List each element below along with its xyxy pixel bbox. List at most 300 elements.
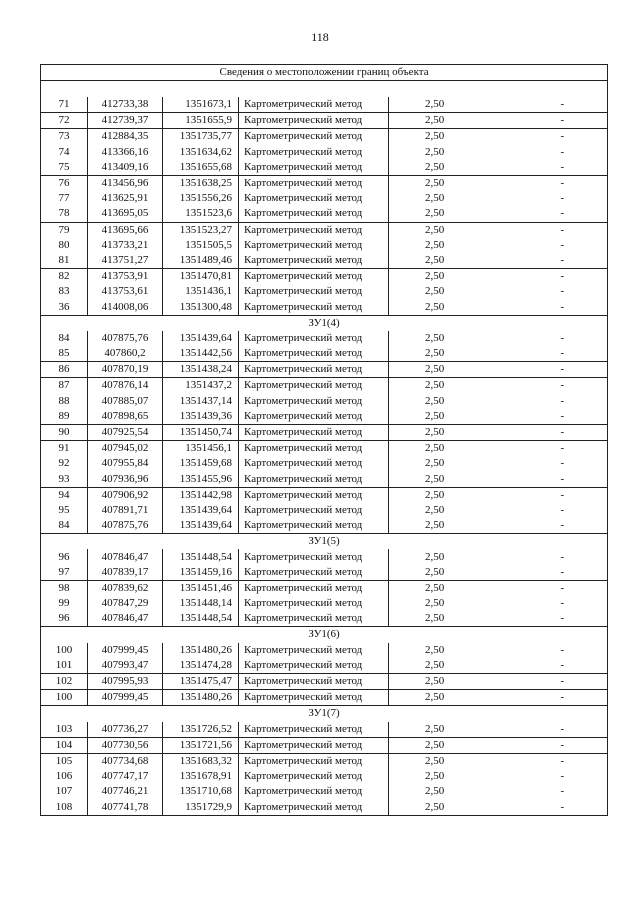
description-cell: -: [477, 456, 608, 471]
y-coordinate-cell: 1351436,1: [163, 284, 239, 299]
method-cell: Картометрический метод: [239, 799, 389, 815]
x-coordinate-cell: 412739,37: [88, 113, 163, 129]
method-cell: Картометрический метод: [239, 253, 389, 269]
x-coordinate-cell: 414008,06: [88, 299, 163, 315]
point-number-cell: 73: [41, 129, 88, 145]
y-coordinate-cell: 1351448,54: [163, 549, 239, 564]
description-cell: -: [477, 129, 608, 145]
accuracy-cell: 2,50: [389, 175, 477, 191]
accuracy-cell: 2,50: [389, 799, 477, 815]
x-coordinate-cell: 413695,05: [88, 206, 163, 222]
accuracy-cell: 2,50: [389, 769, 477, 784]
y-coordinate-cell: 1351523,27: [163, 222, 239, 238]
point-number-cell: 82: [41, 269, 88, 285]
table-row: [41, 456, 608, 471]
y-coordinate-cell: 1351442,56: [163, 346, 239, 362]
point-number-cell: 100: [41, 690, 88, 706]
point-number-cell: 105: [41, 753, 88, 769]
accuracy-cell: 2,50: [389, 580, 477, 596]
x-coordinate-cell: 407955,84: [88, 456, 163, 471]
accuracy-cell: 2,50: [389, 145, 477, 160]
point-number-cell: 106: [41, 769, 88, 784]
accuracy-cell: 2,50: [389, 722, 477, 738]
table-row: [41, 799, 608, 815]
section-label: ЗУ1(4): [41, 315, 608, 331]
accuracy-cell: 2,50: [389, 424, 477, 440]
y-coordinate-cell: 1351439,36: [163, 409, 239, 425]
x-coordinate-cell: 407999,45: [88, 643, 163, 658]
method-cell: Картометрический метод: [239, 737, 389, 753]
table-row: [41, 690, 608, 706]
table-row: [41, 253, 608, 269]
accuracy-cell: 2,50: [389, 253, 477, 269]
table-title: Сведения о местоположении границ объекта: [41, 65, 608, 81]
point-number-cell: 107: [41, 784, 88, 799]
x-coordinate-cell: 413753,61: [88, 284, 163, 299]
accuracy-cell: 2,50: [389, 658, 477, 674]
y-coordinate-cell: 1351556,26: [163, 191, 239, 206]
x-coordinate-cell: 407839,17: [88, 565, 163, 581]
description-cell: -: [477, 253, 608, 269]
section-label: ЗУ1(7): [41, 706, 608, 722]
table-row: [41, 673, 608, 689]
method-cell: Картометрический метод: [239, 503, 389, 518]
y-coordinate-cell: 1351683,32: [163, 753, 239, 769]
table-row: [41, 643, 608, 658]
method-cell: Картометрический метод: [239, 394, 389, 409]
description-cell: -: [477, 503, 608, 518]
method-cell: Картометрический метод: [239, 580, 389, 596]
description-cell: -: [477, 596, 608, 611]
x-coordinate-cell: 413695,66: [88, 222, 163, 238]
x-coordinate-cell: 407734,68: [88, 753, 163, 769]
table-row: [41, 658, 608, 674]
y-coordinate-cell: 1351456,1: [163, 441, 239, 457]
description-cell: -: [477, 191, 608, 206]
point-number-cell: 80: [41, 238, 88, 253]
description-cell: -: [477, 784, 608, 799]
y-coordinate-cell: 1351634,62: [163, 145, 239, 160]
method-cell: Картометрический метод: [239, 331, 389, 346]
table-row: [41, 409, 608, 425]
table-row: [41, 299, 608, 315]
y-coordinate-cell: 1351710,68: [163, 784, 239, 799]
method-cell: Картометрический метод: [239, 191, 389, 206]
point-number-cell: 77: [41, 191, 88, 206]
point-number-cell: 79: [41, 222, 88, 238]
table-row: [41, 284, 608, 299]
y-coordinate-cell: 1351459,68: [163, 456, 239, 471]
description-cell: -: [477, 362, 608, 378]
page-number: 118: [311, 30, 329, 44]
method-cell: Картометрический метод: [239, 299, 389, 315]
table-row: [41, 737, 608, 753]
table-row: [41, 269, 608, 285]
y-coordinate-cell: 1351655,9: [163, 113, 239, 129]
method-cell: Картометрический метод: [239, 346, 389, 362]
point-number-cell: 99: [41, 596, 88, 611]
method-cell: Картометрический метод: [239, 658, 389, 674]
description-cell: -: [477, 799, 608, 815]
x-coordinate-cell: 407860,2: [88, 346, 163, 362]
x-coordinate-cell: 407741,78: [88, 799, 163, 815]
accuracy-cell: 2,50: [389, 643, 477, 658]
x-coordinate-cell: 407846,47: [88, 549, 163, 564]
method-cell: Картометрический метод: [239, 424, 389, 440]
point-number-cell: 96: [41, 611, 88, 627]
method-cell: Картометрический метод: [239, 753, 389, 769]
accuracy-cell: 2,50: [389, 346, 477, 362]
method-cell: Картометрический метод: [239, 222, 389, 238]
method-cell: Картометрический метод: [239, 769, 389, 784]
y-coordinate-cell: 1351439,64: [163, 503, 239, 518]
x-coordinate-cell: 407906,92: [88, 487, 163, 503]
point-number-cell: 76: [41, 175, 88, 191]
point-number-cell: 101: [41, 658, 88, 674]
y-coordinate-cell: 1351721,56: [163, 737, 239, 753]
section-label: ЗУ1(6): [41, 627, 608, 643]
description-cell: -: [477, 299, 608, 315]
description-cell: -: [477, 611, 608, 627]
point-number-cell: 83: [41, 284, 88, 299]
table-row: [41, 175, 608, 191]
method-cell: Картометрический метод: [239, 472, 389, 488]
method-cell: Картометрический метод: [239, 378, 389, 394]
y-coordinate-cell: 1351439,64: [163, 518, 239, 534]
method-cell: Картометрический метод: [239, 409, 389, 425]
x-coordinate-cell: 413751,27: [88, 253, 163, 269]
description-cell: -: [477, 97, 608, 113]
table-row: [41, 191, 608, 206]
accuracy-cell: 2,50: [389, 441, 477, 457]
accuracy-cell: 2,50: [389, 518, 477, 534]
accuracy-cell: 2,50: [389, 549, 477, 564]
x-coordinate-cell: 413625,91: [88, 191, 163, 206]
table-row: [41, 97, 608, 113]
accuracy-cell: 2,50: [389, 472, 477, 488]
table-row: [41, 160, 608, 176]
description-cell: -: [477, 331, 608, 346]
y-coordinate-cell: 1351480,26: [163, 643, 239, 658]
table-row: [41, 472, 608, 488]
point-number-cell: 74: [41, 145, 88, 160]
method-cell: Картометрический метод: [239, 175, 389, 191]
description-cell: -: [477, 160, 608, 176]
y-coordinate-cell: 1351448,14: [163, 596, 239, 611]
x-coordinate-cell: 407875,76: [88, 331, 163, 346]
method-cell: Картометрический метод: [239, 596, 389, 611]
y-coordinate-cell: 1351475,47: [163, 673, 239, 689]
accuracy-cell: 2,50: [389, 269, 477, 285]
section-header-row: [41, 706, 608, 722]
method-cell: Картометрический метод: [239, 549, 389, 564]
accuracy-cell: 2,50: [389, 129, 477, 145]
accuracy-cell: 2,50: [389, 191, 477, 206]
point-number-cell: 88: [41, 394, 88, 409]
y-coordinate-cell: 1351523,6: [163, 206, 239, 222]
method-cell: Картометрический метод: [239, 269, 389, 285]
method-cell: Картометрический метод: [239, 160, 389, 176]
description-cell: -: [477, 690, 608, 706]
description-cell: -: [477, 222, 608, 238]
description-cell: -: [477, 206, 608, 222]
point-number-cell: 108: [41, 799, 88, 815]
table-row: [41, 394, 608, 409]
method-cell: Картометрический метод: [239, 690, 389, 706]
description-cell: -: [477, 441, 608, 457]
accuracy-cell: 2,50: [389, 753, 477, 769]
method-cell: Картометрический метод: [239, 611, 389, 627]
point-number-cell: 84: [41, 518, 88, 534]
description-cell: -: [477, 487, 608, 503]
description-cell: -: [477, 753, 608, 769]
method-cell: Картометрический метод: [239, 362, 389, 378]
point-number-cell: 84: [41, 331, 88, 346]
y-coordinate-cell: 1351437,14: [163, 394, 239, 409]
table-row: [41, 611, 608, 627]
point-number-cell: 86: [41, 362, 88, 378]
description-cell: -: [477, 673, 608, 689]
accuracy-cell: 2,50: [389, 456, 477, 471]
table-row: [41, 518, 608, 534]
description-cell: -: [477, 424, 608, 440]
table-row: [41, 129, 608, 145]
x-coordinate-cell: 407847,29: [88, 596, 163, 611]
point-number-cell: 87: [41, 378, 88, 394]
description-cell: -: [477, 518, 608, 534]
point-number-cell: 91: [41, 441, 88, 457]
table-row: [41, 580, 608, 596]
y-coordinate-cell: 1351726,52: [163, 722, 239, 738]
y-coordinate-cell: 1351455,96: [163, 472, 239, 488]
x-coordinate-cell: 407846,47: [88, 611, 163, 627]
x-coordinate-cell: 407898,65: [88, 409, 163, 425]
y-coordinate-cell: 1351638,25: [163, 175, 239, 191]
accuracy-cell: 2,50: [389, 299, 477, 315]
x-coordinate-cell: 407936,96: [88, 472, 163, 488]
accuracy-cell: 2,50: [389, 238, 477, 253]
method-cell: Картометрический метод: [239, 518, 389, 534]
method-cell: Картометрический метод: [239, 113, 389, 129]
table-row: [41, 441, 608, 457]
point-number-cell: 96: [41, 549, 88, 564]
point-number-cell: 90: [41, 424, 88, 440]
description-cell: -: [477, 769, 608, 784]
table-row: [41, 378, 608, 394]
accuracy-cell: 2,50: [389, 673, 477, 689]
point-number-cell: 92: [41, 456, 88, 471]
accuracy-cell: 2,50: [389, 206, 477, 222]
y-coordinate-cell: 1351673,1: [163, 97, 239, 113]
x-coordinate-cell: 407875,76: [88, 518, 163, 534]
method-cell: Картометрический метод: [239, 129, 389, 145]
y-coordinate-cell: 1351480,26: [163, 690, 239, 706]
point-number-cell: 104: [41, 737, 88, 753]
accuracy-cell: 2,50: [389, 690, 477, 706]
accuracy-cell: 2,50: [389, 160, 477, 176]
point-number-cell: 97: [41, 565, 88, 581]
table-row: [41, 222, 608, 238]
y-coordinate-cell: 1351300,48: [163, 299, 239, 315]
accuracy-cell: 2,50: [389, 503, 477, 518]
description-cell: -: [477, 737, 608, 753]
x-coordinate-cell: 407925,54: [88, 424, 163, 440]
x-coordinate-cell: 407995,93: [88, 673, 163, 689]
x-coordinate-cell: 413409,16: [88, 160, 163, 176]
table-row: [41, 346, 608, 362]
x-coordinate-cell: 407891,71: [88, 503, 163, 518]
point-number-cell: 85: [41, 346, 88, 362]
description-cell: -: [477, 145, 608, 160]
method-cell: Картометрический метод: [239, 97, 389, 113]
description-cell: -: [477, 175, 608, 191]
method-cell: Картометрический метод: [239, 238, 389, 253]
point-number-cell: 100: [41, 643, 88, 658]
table-row: [41, 206, 608, 222]
description-cell: -: [477, 269, 608, 285]
x-coordinate-cell: 407839,62: [88, 580, 163, 596]
x-coordinate-cell: 413366,16: [88, 145, 163, 160]
method-cell: Картометрический метод: [239, 145, 389, 160]
point-number-cell: 95: [41, 503, 88, 518]
x-coordinate-cell: 413733,21: [88, 238, 163, 253]
x-coordinate-cell: 407730,56: [88, 737, 163, 753]
y-coordinate-cell: 1351450,74: [163, 424, 239, 440]
table-row: [41, 549, 608, 564]
method-cell: Картометрический метод: [239, 722, 389, 738]
table-row: [41, 113, 608, 129]
table-row: [41, 565, 608, 581]
method-cell: Картометрический метод: [239, 487, 389, 503]
description-cell: -: [477, 580, 608, 596]
point-number-cell: 103: [41, 722, 88, 738]
description-cell: -: [477, 113, 608, 129]
accuracy-cell: 2,50: [389, 737, 477, 753]
x-coordinate-cell: 407885,07: [88, 394, 163, 409]
section-header-row: [41, 534, 608, 550]
description-cell: -: [477, 346, 608, 362]
x-coordinate-cell: 412733,38: [88, 97, 163, 113]
x-coordinate-cell: 413456,96: [88, 175, 163, 191]
x-coordinate-cell: 407876,14: [88, 378, 163, 394]
description-cell: -: [477, 394, 608, 409]
x-coordinate-cell: 412884,35: [88, 129, 163, 145]
method-cell: Картометрический метод: [239, 673, 389, 689]
table-title-row: [41, 65, 608, 81]
table-row: [41, 145, 608, 160]
description-cell: -: [477, 549, 608, 564]
x-coordinate-cell: 407870,19: [88, 362, 163, 378]
point-number-cell: 36: [41, 299, 88, 315]
description-cell: -: [477, 238, 608, 253]
description-cell: -: [477, 722, 608, 738]
accuracy-cell: 2,50: [389, 284, 477, 299]
section-header-row: [41, 315, 608, 331]
table-row: [41, 784, 608, 799]
description-cell: -: [477, 378, 608, 394]
description-cell: -: [477, 658, 608, 674]
table-row: [41, 753, 608, 769]
y-coordinate-cell: 1351470,81: [163, 269, 239, 285]
accuracy-cell: 2,50: [389, 487, 477, 503]
description-cell: -: [477, 472, 608, 488]
accuracy-cell: 2,50: [389, 362, 477, 378]
y-coordinate-cell: 1351439,64: [163, 331, 239, 346]
x-coordinate-cell: 407736,27: [88, 722, 163, 738]
description-cell: -: [477, 284, 608, 299]
accuracy-cell: 2,50: [389, 596, 477, 611]
x-coordinate-cell: 407746,21: [88, 784, 163, 799]
point-number-cell: 93: [41, 472, 88, 488]
x-coordinate-cell: 407999,45: [88, 690, 163, 706]
y-coordinate-cell: 1351678,91: [163, 769, 239, 784]
accuracy-cell: 2,50: [389, 97, 477, 113]
accuracy-cell: 2,50: [389, 394, 477, 409]
table-row: [41, 596, 608, 611]
boundary-coordinates-table: [40, 64, 608, 816]
accuracy-cell: 2,50: [389, 409, 477, 425]
accuracy-cell: 2,50: [389, 784, 477, 799]
y-coordinate-cell: 1351474,28: [163, 658, 239, 674]
method-cell: Картометрический метод: [239, 643, 389, 658]
accuracy-cell: 2,50: [389, 611, 477, 627]
table-row: [41, 503, 608, 518]
section-label: ЗУ1(5): [41, 534, 608, 550]
y-coordinate-cell: 1351437,2: [163, 378, 239, 394]
y-coordinate-cell: 1351505,5: [163, 238, 239, 253]
y-coordinate-cell: 1351459,16: [163, 565, 239, 581]
point-number-cell: 71: [41, 97, 88, 113]
table-row: [41, 722, 608, 738]
point-number-cell: 94: [41, 487, 88, 503]
accuracy-cell: 2,50: [389, 378, 477, 394]
y-coordinate-cell: 1351729,9: [163, 799, 239, 815]
accuracy-cell: 2,50: [389, 222, 477, 238]
method-cell: Картометрический метод: [239, 206, 389, 222]
table-row: [41, 362, 608, 378]
y-coordinate-cell: 1351448,54: [163, 611, 239, 627]
method-cell: Картометрический метод: [239, 441, 389, 457]
method-cell: Картометрический метод: [239, 565, 389, 581]
description-cell: -: [477, 643, 608, 658]
x-coordinate-cell: 407993,47: [88, 658, 163, 674]
accuracy-cell: 2,50: [389, 331, 477, 346]
point-number-cell: 98: [41, 580, 88, 596]
y-coordinate-cell: 1351438,24: [163, 362, 239, 378]
accuracy-cell: 2,50: [389, 565, 477, 581]
y-coordinate-cell: 1351489,46: [163, 253, 239, 269]
y-coordinate-cell: 1351655,68: [163, 160, 239, 176]
table-row: [41, 769, 608, 784]
method-cell: Картометрический метод: [239, 456, 389, 471]
point-number-cell: 78: [41, 206, 88, 222]
point-number-cell: 89: [41, 409, 88, 425]
point-number-cell: 81: [41, 253, 88, 269]
accuracy-cell: 2,50: [389, 113, 477, 129]
description-cell: -: [477, 409, 608, 425]
x-coordinate-cell: 407747,17: [88, 769, 163, 784]
table-row: [41, 424, 608, 440]
section-header-row: [41, 627, 608, 643]
method-cell: Картометрический метод: [239, 784, 389, 799]
point-number-cell: 102: [41, 673, 88, 689]
table-row: [41, 238, 608, 253]
y-coordinate-cell: 1351735,77: [163, 129, 239, 145]
y-coordinate-cell: 1351451,46: [163, 580, 239, 596]
description-cell: -: [477, 565, 608, 581]
table-row: [41, 331, 608, 346]
x-coordinate-cell: 413753,91: [88, 269, 163, 285]
